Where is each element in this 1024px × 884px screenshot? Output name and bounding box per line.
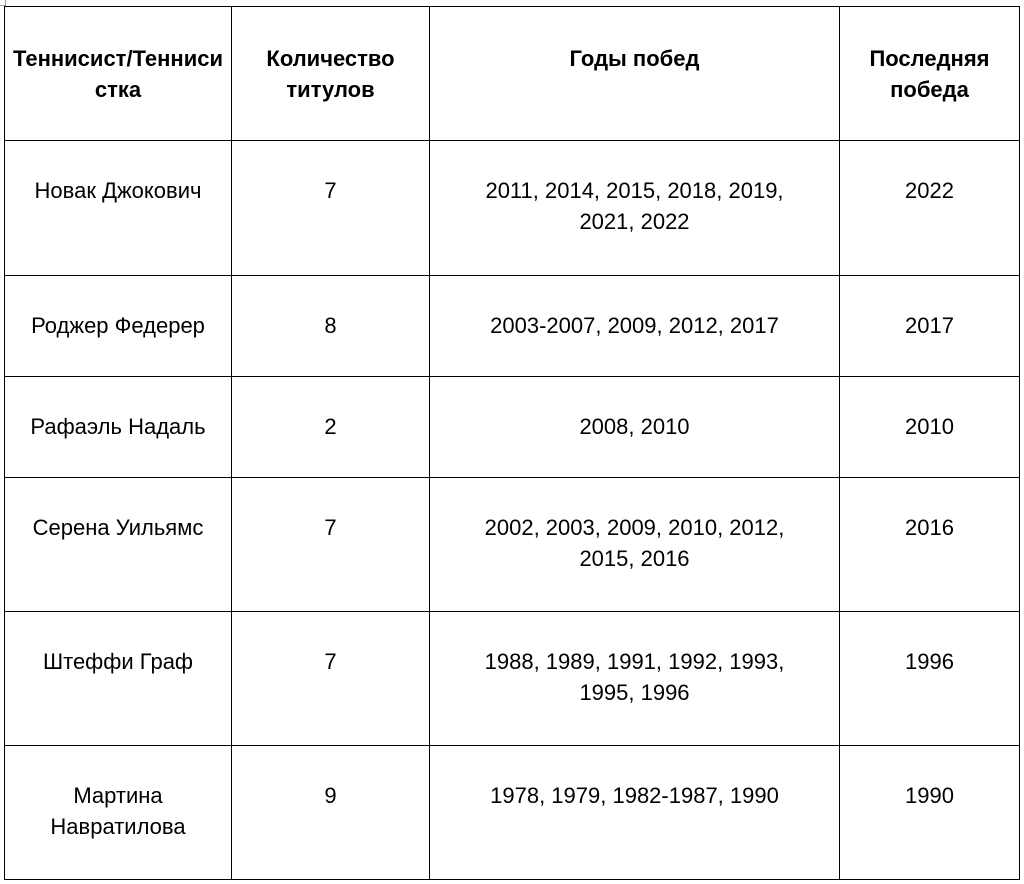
cell-player: Серена Уильямс <box>5 478 232 612</box>
tennis-titles-table <box>4 6 1020 880</box>
cell-win-years: 2011, 2014, 2015, 2018, 2019, 2021, 2022 <box>430 141 840 276</box>
cell-win-years: 2002, 2003, 2009, 2010, 2012, 2015, 2016 <box>430 478 840 612</box>
cell-last-win: 2017 <box>840 276 1020 377</box>
cell-win-years: 2008, 2010 <box>430 377 840 478</box>
cell-title-count: 8 <box>232 276 430 377</box>
cell-win-years: 1978, 1979, 1982-1987, 1990 <box>430 746 840 880</box>
cell-player: Мартина Навратилова <box>5 746 232 880</box>
cell-last-win: 1996 <box>840 612 1020 746</box>
cell-player: Рафаэль Надаль <box>5 377 232 478</box>
table-header-row <box>5 7 1020 141</box>
cell-player: Штеффи Граф <box>5 612 232 746</box>
cell-title-count: 7 <box>232 141 430 276</box>
table-row <box>5 276 1020 377</box>
cell-last-win: 1990 <box>840 746 1020 880</box>
cell-title-count: 9 <box>232 746 430 880</box>
cell-win-years: 2003-2007, 2009, 2012, 2017 <box>430 276 840 377</box>
cell-player: Новак Джокович <box>5 141 232 276</box>
header-win-years: Годы побед <box>430 7 840 141</box>
cell-title-count: 2 <box>232 377 430 478</box>
table-row <box>5 377 1020 478</box>
cell-win-years: 1988, 1989, 1991, 1992, 1993, 1995, 1996 <box>430 612 840 746</box>
cell-player: Роджер Федерер <box>5 276 232 377</box>
table-row <box>5 141 1020 276</box>
cell-title-count: 7 <box>232 612 430 746</box>
cell-last-win: 2010 <box>840 377 1020 478</box>
table-row <box>5 612 1020 746</box>
cell-last-win: 2016 <box>840 478 1020 612</box>
cell-title-count: 7 <box>232 478 430 612</box>
cell-last-win: 2022 <box>840 141 1020 276</box>
table-row <box>5 478 1020 612</box>
table-row <box>5 746 1020 880</box>
header-last-win: Последняя победа <box>840 7 1020 141</box>
header-player: Теннисист/Теннисистка <box>5 7 232 141</box>
header-title-count: Количество титулов <box>232 7 430 141</box>
